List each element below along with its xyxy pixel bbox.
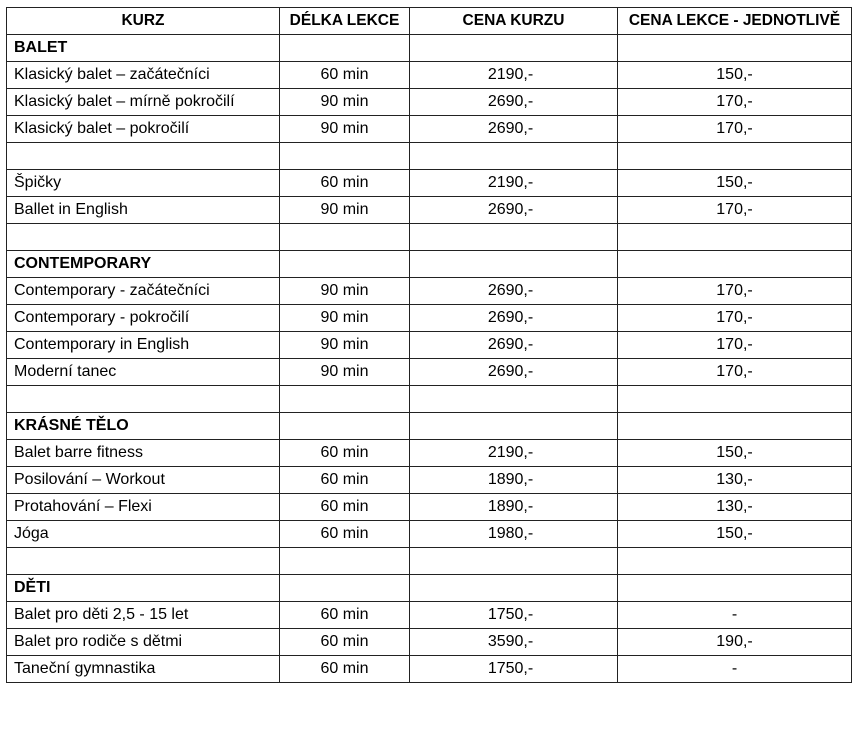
empty-cell [618, 143, 852, 170]
course-name: Klasický balet – mírně pokročilí [7, 89, 280, 116]
course-price: 1890,- [410, 467, 618, 494]
course-price: 1890,- [410, 494, 618, 521]
empty-cell [280, 251, 410, 278]
course-name: Contemporary - začátečníci [7, 278, 280, 305]
section-row [7, 575, 852, 602]
table-row [7, 629, 852, 656]
course-price: 1980,- [410, 521, 618, 548]
course-price: 2690,- [410, 116, 618, 143]
course-name: Posilování – Workout [7, 467, 280, 494]
section-row [7, 35, 852, 62]
course-price: 1750,- [410, 656, 618, 683]
header-duration: DÉLKA LEKCE [280, 8, 410, 35]
lesson-duration: 60 min [280, 521, 410, 548]
empty-cell [7, 548, 280, 575]
table-row [7, 116, 852, 143]
section-row [7, 251, 852, 278]
header-row [7, 8, 852, 35]
lesson-price: 130,- [618, 494, 852, 521]
table-row [7, 440, 852, 467]
empty-cell [618, 548, 852, 575]
course-name: Balet pro rodiče s dětmi [7, 629, 280, 656]
empty-cell [618, 224, 852, 251]
course-price: 1750,- [410, 602, 618, 629]
course-price: 2690,- [410, 332, 618, 359]
empty-cell [410, 575, 618, 602]
spacer-row [7, 548, 852, 575]
table-row [7, 278, 852, 305]
course-price: 3590,- [410, 629, 618, 656]
lesson-price: 170,- [618, 278, 852, 305]
course-name: Contemporary - pokročilí [7, 305, 280, 332]
empty-cell [7, 386, 280, 413]
course-name: Taneční gymnastika [7, 656, 280, 683]
lesson-price: 170,- [618, 305, 852, 332]
lesson-price: 150,- [618, 62, 852, 89]
lesson-duration: 60 min [280, 440, 410, 467]
course-price: 2190,- [410, 440, 618, 467]
empty-cell [280, 224, 410, 251]
course-price: 2690,- [410, 197, 618, 224]
empty-cell [618, 413, 852, 440]
empty-cell [410, 413, 618, 440]
lesson-duration: 60 min [280, 656, 410, 683]
empty-cell [280, 575, 410, 602]
table-row [7, 305, 852, 332]
course-name: Špičky [7, 170, 280, 197]
section-row [7, 413, 852, 440]
section-title: CONTEMPORARY [7, 251, 280, 278]
section-title: DĚTI [7, 575, 280, 602]
lesson-duration: 90 min [280, 116, 410, 143]
lesson-duration: 90 min [280, 359, 410, 386]
course-name: Klasický balet – začátečníci [7, 62, 280, 89]
table-row [7, 521, 852, 548]
section-title: BALET [7, 35, 280, 62]
course-name: Protahování – Flexi [7, 494, 280, 521]
table-row [7, 89, 852, 116]
lesson-price: 190,- [618, 629, 852, 656]
lesson-duration: 60 min [280, 602, 410, 629]
lesson-price: - [618, 602, 852, 629]
course-price: 2690,- [410, 89, 618, 116]
lesson-price: 150,- [618, 521, 852, 548]
lesson-price: 170,- [618, 359, 852, 386]
header-course-price: CENA KURZU [410, 8, 618, 35]
course-name: Ballet in English [7, 197, 280, 224]
lesson-duration: 60 min [280, 629, 410, 656]
course-name: Moderní tanec [7, 359, 280, 386]
section-title: KRÁSNÉ TĚLO [7, 413, 280, 440]
price-table [6, 7, 852, 683]
lesson-duration: 90 min [280, 305, 410, 332]
empty-cell [280, 386, 410, 413]
lesson-price: 170,- [618, 116, 852, 143]
empty-cell [618, 251, 852, 278]
table-body [7, 35, 852, 683]
empty-cell [280, 413, 410, 440]
empty-cell [410, 548, 618, 575]
course-price: 2190,- [410, 170, 618, 197]
lesson-price: 170,- [618, 89, 852, 116]
table-row [7, 197, 852, 224]
spacer-row [7, 224, 852, 251]
lesson-duration: 90 min [280, 332, 410, 359]
table-row [7, 494, 852, 521]
lesson-price: 170,- [618, 332, 852, 359]
course-price: 2690,- [410, 359, 618, 386]
course-name: Jóga [7, 521, 280, 548]
lesson-price: 130,- [618, 467, 852, 494]
lesson-price: - [618, 656, 852, 683]
lesson-duration: 60 min [280, 62, 410, 89]
spacer-row [7, 386, 852, 413]
header-lesson-price: CENA LEKCE - JEDNOTLIVĚ [618, 8, 852, 35]
empty-cell [280, 143, 410, 170]
table-row [7, 62, 852, 89]
empty-cell [410, 143, 618, 170]
course-price: 2690,- [410, 278, 618, 305]
lesson-duration: 60 min [280, 494, 410, 521]
course-price: 2190,- [410, 62, 618, 89]
course-name: Contemporary in English [7, 332, 280, 359]
empty-cell [410, 386, 618, 413]
lesson-duration: 90 min [280, 197, 410, 224]
header-course: KURZ [7, 8, 280, 35]
table-row [7, 170, 852, 197]
empty-cell [618, 35, 852, 62]
lesson-duration: 90 min [280, 89, 410, 116]
empty-cell [7, 224, 280, 251]
lesson-price: 170,- [618, 197, 852, 224]
course-name: Balet pro děti 2,5 - 15 let [7, 602, 280, 629]
table-row [7, 332, 852, 359]
empty-cell [7, 143, 280, 170]
table-row [7, 467, 852, 494]
empty-cell [618, 575, 852, 602]
lesson-duration: 60 min [280, 170, 410, 197]
empty-cell [280, 35, 410, 62]
empty-cell [280, 548, 410, 575]
course-name: Klasický balet – pokročilí [7, 116, 280, 143]
course-price: 2690,- [410, 305, 618, 332]
empty-cell [410, 251, 618, 278]
table-row [7, 359, 852, 386]
table-row [7, 656, 852, 683]
lesson-duration: 90 min [280, 278, 410, 305]
lesson-price: 150,- [618, 440, 852, 467]
course-name: Balet barre fitness [7, 440, 280, 467]
empty-cell [410, 224, 618, 251]
table-row [7, 602, 852, 629]
lesson-duration: 60 min [280, 467, 410, 494]
spacer-row [7, 143, 852, 170]
lesson-price: 150,- [618, 170, 852, 197]
empty-cell [410, 35, 618, 62]
empty-cell [618, 386, 852, 413]
